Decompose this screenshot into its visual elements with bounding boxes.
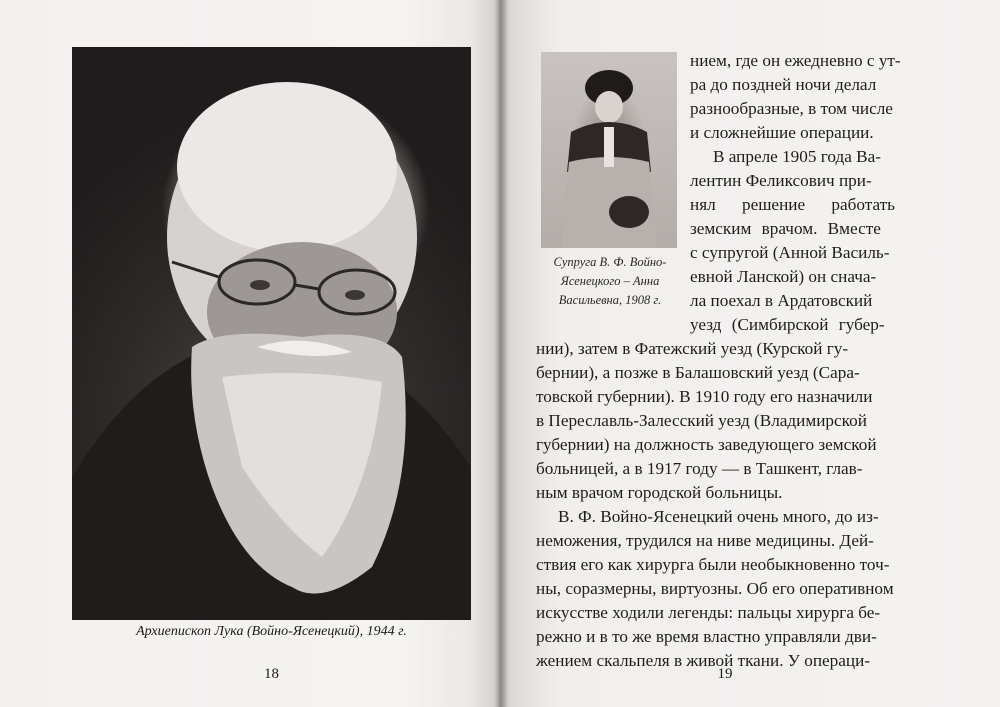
text-line: ны, соразмерны, виртуозны. Об его оперативном	[536, 579, 894, 598]
book-gutter	[494, 0, 508, 707]
text-line: разнообразные, в том числе	[690, 99, 893, 118]
caption-line: Ясенецкого – Анна	[560, 274, 660, 288]
text-line: нял решение работать	[690, 195, 895, 214]
text-line: с супругой (Анной Василь-	[690, 243, 890, 262]
text-line: нии), затем в Фатежский уезд (Курской гу-	[536, 339, 849, 358]
portrait-illustration	[72, 47, 471, 620]
text-line: неможения, трудился на ниве медицины. Дей-	[536, 531, 874, 550]
text-line: режно и в то же время властно управляли дви-	[536, 627, 877, 646]
text-line: больницей, а в 1917 году — в Ташкент, глав-	[536, 459, 863, 478]
text-line: ным врачом городской больницы.	[536, 483, 783, 502]
portrait-caption: Архиепископ Лука (Войно-Ясенецкий), 1944 г.	[136, 624, 407, 639]
text-line: ствия его как хирурга были необыкновенно точ-	[536, 555, 890, 574]
text-line: уезд (Симбирской губер-	[690, 315, 885, 334]
text-line: жением скальпеля в живой ткани. У операци-	[536, 651, 871, 670]
text-line: лентин Феликсович при-	[690, 171, 872, 190]
text-line: в Переславль-Залесский уезд (Владимирской	[536, 411, 867, 430]
text-line: ра до поздней ночи делал	[690, 75, 877, 94]
text-line: ла поехал в Ардатовский	[690, 291, 873, 310]
text-line: нием, где он ежедневно с ут-	[690, 51, 901, 70]
text-line: товской губернии). В 1910 году его назначили	[536, 387, 873, 406]
text-line: евной Ланской) он снача-	[690, 267, 877, 286]
text-line: земским врачом. Вместе	[690, 219, 881, 238]
text-line: губернии) на должность заведующего земской	[536, 435, 877, 454]
text-line: и сложнейшие операции.	[690, 123, 874, 142]
wife-photo-caption	[536, 253, 684, 310]
page-number-right: 19	[717, 666, 733, 682]
text-line: В апреле 1905 года Ва-	[713, 147, 881, 166]
caption-line: Васильевна, 1908 г.	[558, 293, 662, 307]
text-line: бернии), а позже в Балашовский уезд (Сара-	[536, 363, 860, 382]
text-line: искусстве ходили легенды: пальцы хирурга бе-	[536, 603, 881, 622]
wife-illustration	[541, 52, 677, 248]
caption-line: Супруга В. Ф. Войно-	[553, 255, 667, 269]
page-number-left: 18	[264, 666, 279, 682]
portrait-photo	[72, 47, 471, 620]
wife-photo	[541, 52, 677, 248]
text-line: В. Ф. Войно-Ясенецкий очень много, до из-	[558, 507, 879, 526]
